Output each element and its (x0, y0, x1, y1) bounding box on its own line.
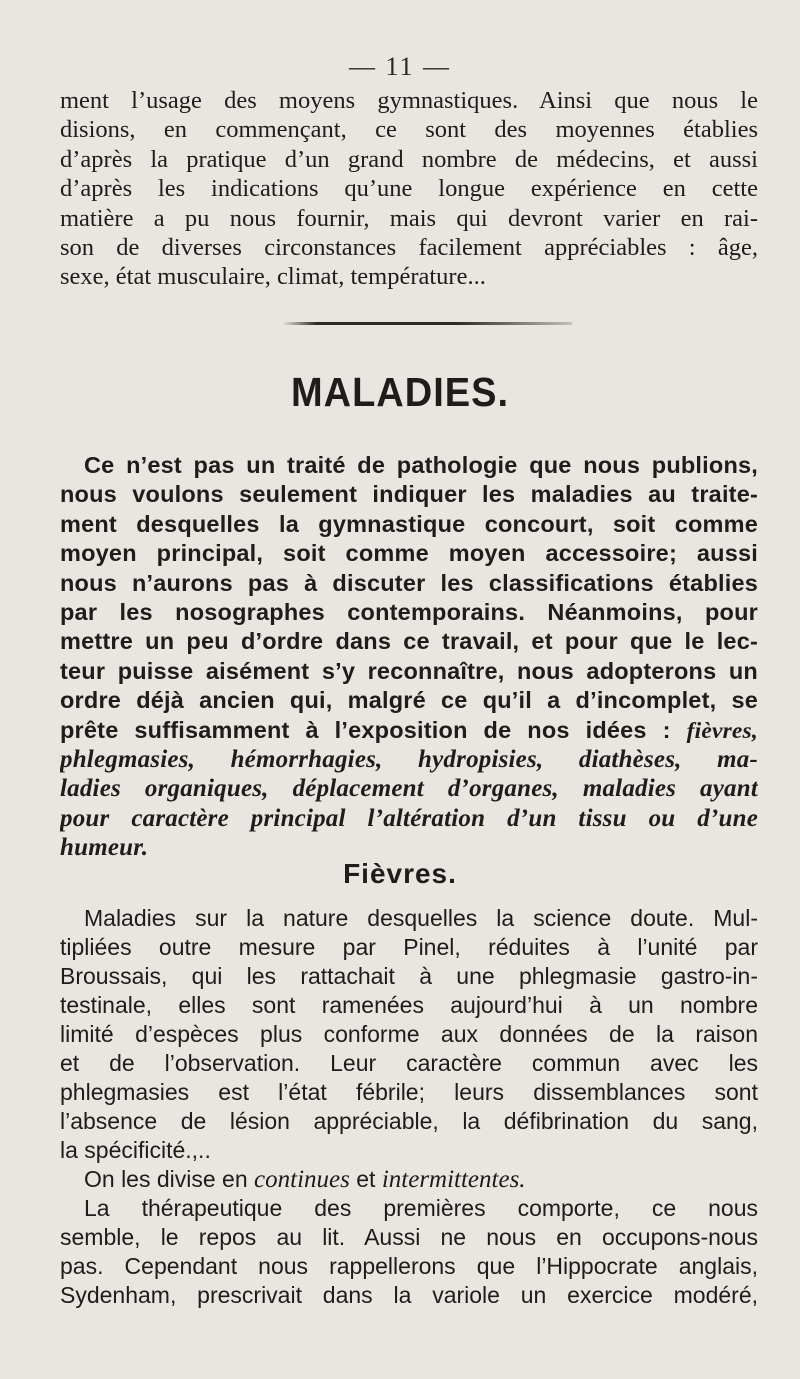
section-divider (282, 322, 572, 325)
text-line: Maladies sur la nature desquelles la science doute. Mul- (84, 905, 758, 931)
text-line: ment l’usage des moyens gymnastiques. Ainsi que nous le (60, 87, 758, 114)
text-line: semble, le repos au lit. Aussi ne nous en occupons-nous (60, 1224, 758, 1250)
text-line: ordre déjà ancien qui, malgré ce qu’il a d’incomplet, se (60, 687, 758, 714)
italic-term: intermittentes. (381, 1166, 526, 1193)
text-line: nous n’aurons pas à discuter les classifications établies (60, 569, 758, 596)
text-line: d’après la pratique d’un grand nombre de médecins, et aussi (60, 145, 758, 173)
text-line: nous voulons seulement indiquer les maladies au traite- (60, 481, 758, 508)
text-line: Broussais, qui les rattachait à une phlegmasie gastro-in- (60, 963, 758, 989)
text-line: Ce n’est pas un traité de pathologie que nous publions, (84, 452, 758, 478)
italic-term: continues (254, 1166, 350, 1193)
text-line: testinale, elles sont ramenées aujourd’hui à un nombre (60, 992, 758, 1018)
italic-term: fièvres, (686, 717, 758, 744)
text-line: matière a pu nous fournir, mais qui devront varier en rai- (60, 204, 758, 232)
text-line: d’après les indications qu’une longue expérience en cette (60, 175, 758, 203)
text-line: pas. Cependant nous rappellerons que l’Hippocrate anglais, (60, 1253, 758, 1279)
text-line (60, 716, 758, 745)
text-line: moyen principal, soit comme moyen accessoire; aussi (60, 540, 758, 567)
subsection-title: Fièvres. (343, 858, 457, 889)
text-line: ladies organiques, déplacement d’organes, maladies ayant (60, 775, 758, 803)
text-line: phlegmasies, hémorrhagies, hydropisies, diathèses, ma- (60, 745, 758, 773)
text-line: pour caractère principal l’altération d’un tissu ou d’une (60, 804, 758, 832)
intro-paragraph (60, 86, 758, 292)
text-line: et de l’observation. Leur caractère commun avec les (60, 1050, 758, 1076)
text-line: Sydenham, prescrivait dans la variole un exercice modéré, (60, 1282, 758, 1308)
text-span: et (356, 1166, 376, 1192)
section-title: MALADIES. (291, 370, 509, 416)
text-span: prête suffisamment à l’exposition de nos idées : (60, 716, 671, 743)
text-line: l’absence de lésion appréciable, la défibrination du sang, (60, 1108, 758, 1134)
text-line: par les nosographes contemporains. Néanmoins, pour (60, 598, 758, 625)
text-line: limité d’espèces plus conforme aux données de la raison (60, 1021, 758, 1047)
text-line: disions, en commençant, ce sont des moyennes établies (60, 116, 758, 144)
text-line: sexe, état musculaire, climat, température... (60, 263, 486, 291)
fievres-paragraph (60, 904, 758, 1310)
text-line: humeur. (60, 834, 149, 862)
text-line: teur puisse aisément s’y reconnaître, nous adopterons un (60, 657, 758, 684)
maladies-paragraph (60, 451, 758, 862)
text-line: mettre un peu d’ordre dans ce travail, et pour que le lec- (60, 628, 758, 655)
text-line (60, 1165, 758, 1194)
text-span: On les divise en (84, 1166, 248, 1192)
text-line: La thérapeutique des premières comporte, ce nous (84, 1195, 758, 1221)
page-number: — 11 — (348, 52, 452, 81)
text-line: tipliées outre mesure par Pinel, réduites à l’unité par (60, 934, 758, 960)
text-line: ment desquelles la gymnastique concourt, soit comme (60, 510, 758, 537)
text-line: phlegmasies est l’état fébrile; leurs dissemblances sont (60, 1079, 758, 1105)
text-line: son de diverses circonstances facilement appréciables : âge, (60, 233, 758, 261)
text-line: la spécificité.,.. (60, 1137, 211, 1163)
